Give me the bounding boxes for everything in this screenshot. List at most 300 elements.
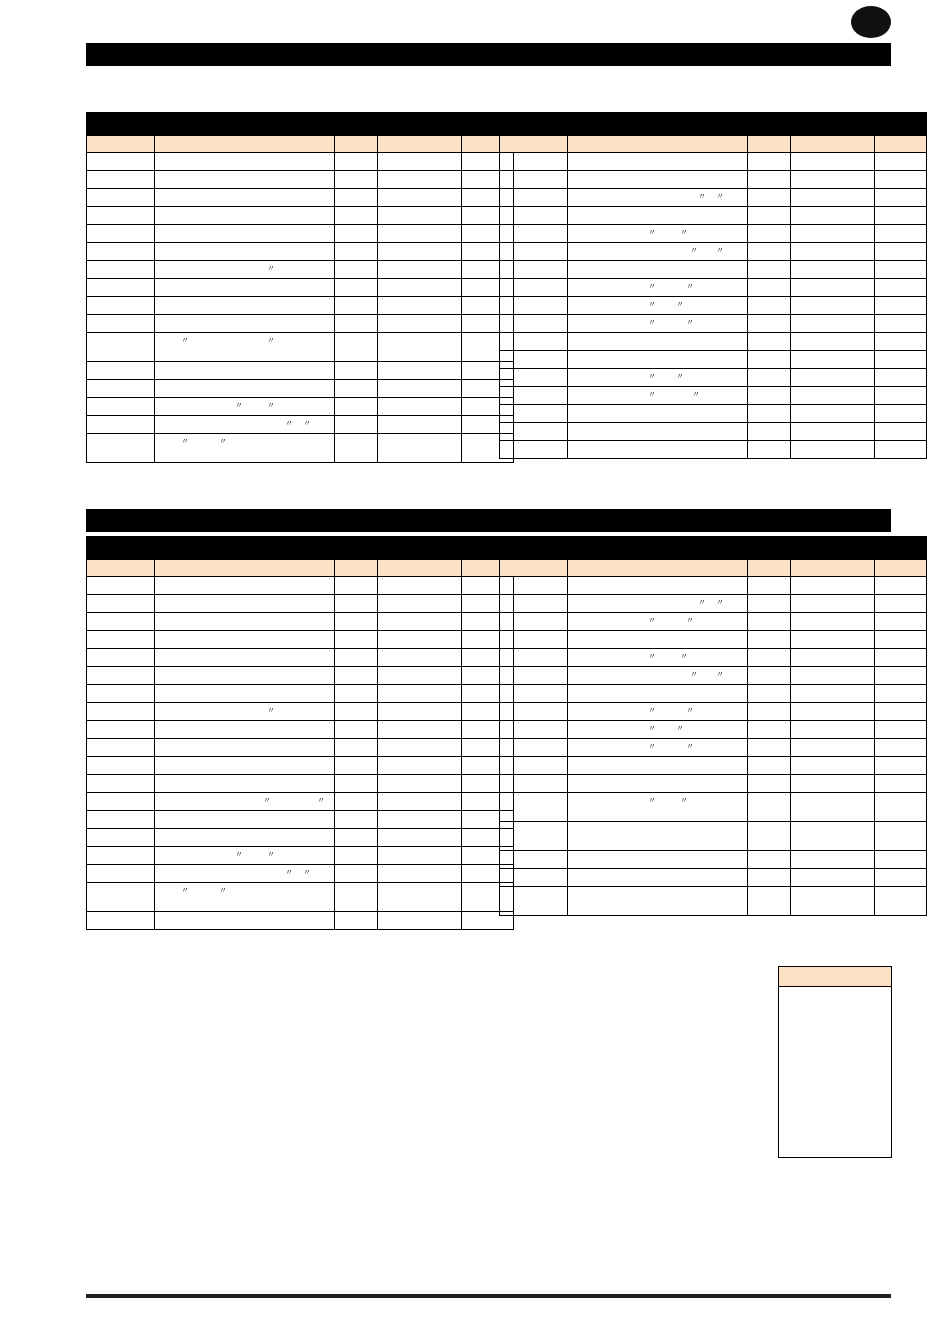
table-row [87, 793, 514, 811]
ditto-mark: 〃 [686, 318, 694, 327]
qty-cell [335, 775, 378, 793]
part-no-cell [378, 667, 462, 685]
table-row [500, 225, 927, 243]
description-cell [568, 333, 748, 351]
description-cell [568, 207, 748, 225]
ditto-mark: 〃 [285, 419, 293, 428]
qty-cell [748, 333, 791, 351]
table-row [87, 207, 514, 225]
qty-cell [748, 822, 791, 851]
description-cell [568, 649, 748, 667]
code-cell [87, 136, 155, 153]
qty-cell [748, 113, 791, 136]
code-cell [87, 577, 155, 595]
qty-cell [748, 387, 791, 405]
note-cell [875, 869, 927, 887]
ditto-mark: 〃 [235, 850, 243, 859]
note-cell [875, 441, 927, 459]
code-cell [500, 595, 568, 613]
description-cell [568, 739, 748, 757]
ditto-mark: 〃 [317, 796, 325, 805]
note-cell [875, 667, 927, 685]
table-row [87, 775, 514, 793]
description-cell [568, 703, 748, 721]
code-cell [87, 793, 155, 811]
qty-cell [748, 739, 791, 757]
note-cell [875, 721, 927, 739]
ditto-mark: 〃 [716, 246, 724, 255]
qty-cell [748, 207, 791, 225]
code-cell [500, 631, 568, 649]
code-cell [500, 869, 568, 887]
qty-cell [335, 434, 378, 463]
ditto-mark: 〃 [676, 724, 684, 733]
part-no-cell [791, 297, 875, 315]
ditto-mark: 〃 [648, 742, 656, 751]
qty-cell [335, 537, 378, 560]
note-cell [875, 387, 927, 405]
part-no-cell [378, 113, 462, 136]
code-cell [87, 171, 155, 189]
code-cell [87, 537, 155, 560]
part-no-cell [378, 631, 462, 649]
description-cell [568, 369, 748, 387]
code-cell [500, 225, 568, 243]
table-row [500, 153, 927, 171]
part-no-cell [378, 189, 462, 207]
description-cell [568, 595, 748, 613]
code-cell [500, 387, 568, 405]
part-no-cell [378, 775, 462, 793]
part-no-cell [378, 261, 462, 279]
description-cell [155, 416, 335, 434]
note-cell [875, 887, 927, 916]
table-row [87, 189, 514, 207]
code-cell [87, 315, 155, 333]
qty-cell [748, 279, 791, 297]
table-row [500, 869, 927, 887]
part-no-cell [791, 261, 875, 279]
table-row [87, 171, 514, 189]
qty-cell [335, 667, 378, 685]
table-row [87, 811, 514, 829]
note-cell [875, 279, 927, 297]
part-no-cell [791, 351, 875, 369]
description-cell [568, 757, 748, 775]
qty-cell [335, 721, 378, 739]
ditto-mark: 〃 [686, 282, 694, 291]
table-row [87, 631, 514, 649]
ditto-mark: 〃 [219, 437, 227, 446]
description-cell [568, 537, 748, 560]
part-no-cell [378, 537, 462, 560]
code-cell [87, 416, 155, 434]
description-cell [568, 243, 748, 261]
code-cell [87, 613, 155, 631]
code-cell [87, 153, 155, 171]
qty-cell [748, 423, 791, 441]
code-cell [87, 883, 155, 912]
table-row [87, 279, 514, 297]
code-cell [87, 739, 155, 757]
part-no-cell [791, 369, 875, 387]
part-no-cell [791, 775, 875, 793]
code-cell [500, 189, 568, 207]
code-cell [87, 685, 155, 703]
code-cell [87, 297, 155, 315]
description-cell [155, 243, 335, 261]
code-cell [87, 775, 155, 793]
description-cell [568, 822, 748, 851]
part-no-cell [378, 811, 462, 829]
ditto-mark: 〃 [716, 598, 724, 607]
description-cell [155, 333, 335, 362]
code-cell [87, 847, 155, 865]
part-no-cell [378, 829, 462, 847]
ditto-mark: 〃 [690, 246, 698, 255]
part-no-cell [791, 649, 875, 667]
description-cell [155, 225, 335, 243]
part-no-cell [378, 362, 462, 380]
part-no-cell [378, 883, 462, 912]
code-cell [87, 595, 155, 613]
description-cell [568, 667, 748, 685]
part-no-cell [378, 398, 462, 416]
description-cell [568, 315, 748, 333]
description-cell [155, 398, 335, 416]
table-row [87, 649, 514, 667]
code-cell [500, 351, 568, 369]
description-cell [568, 441, 748, 459]
qty-cell [335, 243, 378, 261]
description-cell [155, 560, 335, 577]
note-cell [875, 153, 927, 171]
qty-cell [335, 631, 378, 649]
description-cell [155, 261, 335, 279]
description-cell [155, 703, 335, 721]
description-cell [155, 136, 335, 153]
part-no-cell [378, 333, 462, 362]
table-row [500, 595, 927, 613]
note-cell [875, 333, 927, 351]
description-cell [155, 775, 335, 793]
part-no-cell [791, 207, 875, 225]
part-no-cell [378, 153, 462, 171]
table-row [500, 261, 927, 279]
qty-cell [335, 416, 378, 434]
ditto-mark: 〃 [648, 724, 656, 733]
part-no-cell [791, 757, 875, 775]
ditto-mark: 〃 [698, 192, 706, 201]
table-row [500, 775, 927, 793]
part-no-cell [791, 685, 875, 703]
ditto-mark: 〃 [716, 192, 724, 201]
description-cell [155, 537, 335, 560]
qty-cell [748, 577, 791, 595]
table-row [500, 315, 927, 333]
code-cell [500, 757, 568, 775]
note-cell [875, 685, 927, 703]
table-row [500, 822, 927, 851]
code-cell [500, 441, 568, 459]
qty-cell [748, 441, 791, 459]
code-cell [87, 667, 155, 685]
qty-cell [335, 883, 378, 912]
note-cell [875, 207, 927, 225]
code-cell [87, 398, 155, 416]
ditto-mark: 〃 [267, 850, 275, 859]
table-row [500, 739, 927, 757]
description-cell [568, 560, 748, 577]
qty-cell [335, 261, 378, 279]
table-row [500, 887, 927, 916]
qty-cell [748, 703, 791, 721]
table-row [87, 685, 514, 703]
description-cell [568, 793, 748, 822]
note-cell [875, 822, 927, 851]
code-cell [500, 153, 568, 171]
part-no-cell [378, 434, 462, 463]
description-cell [155, 793, 335, 811]
qty-cell [335, 739, 378, 757]
code-cell [500, 369, 568, 387]
table-row [500, 351, 927, 369]
part-no-cell [378, 847, 462, 865]
code-cell [500, 721, 568, 739]
qty-cell [748, 851, 791, 869]
note-cell [875, 537, 927, 560]
qty-cell [748, 297, 791, 315]
description-cell [155, 912, 335, 930]
page-badge [851, 6, 891, 38]
table-row [500, 405, 927, 423]
note-cell [875, 136, 927, 153]
part-no-cell [791, 113, 875, 136]
ditto-mark: 〃 [267, 706, 275, 715]
description-cell [568, 887, 748, 916]
code-cell [87, 225, 155, 243]
code-cell [500, 577, 568, 595]
description-cell [568, 613, 748, 631]
table-row [500, 667, 927, 685]
note-cell [875, 703, 927, 721]
description-cell [155, 153, 335, 171]
parts-table-top-left [86, 112, 514, 463]
code-cell [500, 171, 568, 189]
note-cell [875, 649, 927, 667]
legend-header [779, 967, 891, 987]
description-cell [568, 851, 748, 869]
code-cell [87, 703, 155, 721]
table-row [87, 595, 514, 613]
table-row [87, 739, 514, 757]
part-no-cell [378, 560, 462, 577]
note-cell [875, 351, 927, 369]
part-no-cell [378, 703, 462, 721]
description-cell [568, 153, 748, 171]
ditto-mark: 〃 [716, 670, 724, 679]
ditto-mark: 〃 [181, 886, 189, 895]
part-no-cell [378, 685, 462, 703]
qty-cell [335, 113, 378, 136]
code-cell [500, 423, 568, 441]
code-cell [87, 631, 155, 649]
qty-cell [748, 649, 791, 667]
description-cell [155, 811, 335, 829]
part-no-cell [791, 822, 875, 851]
note-cell [875, 243, 927, 261]
part-no-cell [791, 441, 875, 459]
description-cell [568, 631, 748, 649]
ditto-mark: 〃 [680, 228, 688, 237]
qty-cell [748, 315, 791, 333]
part-no-cell [378, 136, 462, 153]
code-cell [500, 613, 568, 631]
table-row [500, 189, 927, 207]
part-no-cell [378, 225, 462, 243]
qty-cell [748, 369, 791, 387]
part-no-cell [378, 297, 462, 315]
code-cell [87, 811, 155, 829]
qty-cell [335, 153, 378, 171]
code-cell [500, 887, 568, 916]
code-cell [87, 207, 155, 225]
table-row [87, 667, 514, 685]
table-header-row [500, 113, 927, 136]
qty-cell [748, 613, 791, 631]
table-row [87, 577, 514, 595]
ditto-mark: 〃 [267, 401, 275, 410]
ditto-mark: 〃 [263, 796, 271, 805]
qty-cell [335, 333, 378, 362]
part-no-cell [791, 887, 875, 916]
table-row [500, 613, 927, 631]
code-cell [500, 243, 568, 261]
qty-cell [335, 793, 378, 811]
ditto-mark: 〃 [648, 796, 656, 805]
qty-cell [748, 667, 791, 685]
qty-cell [748, 153, 791, 171]
code-cell [500, 739, 568, 757]
table-row [500, 685, 927, 703]
code-cell [500, 649, 568, 667]
table-row [500, 243, 927, 261]
ditto-mark: 〃 [648, 390, 656, 399]
ditto-mark: 〃 [648, 372, 656, 381]
note-cell [875, 297, 927, 315]
code-cell [500, 685, 568, 703]
code-cell [500, 851, 568, 869]
description-cell [155, 829, 335, 847]
part-no-cell [791, 595, 875, 613]
part-no-cell [791, 243, 875, 261]
table-row [87, 883, 514, 912]
description-cell [568, 171, 748, 189]
ditto-mark: 〃 [686, 706, 694, 715]
ditto-mark: 〃 [692, 390, 700, 399]
qty-cell [748, 351, 791, 369]
part-no-cell [378, 577, 462, 595]
part-no-cell [791, 869, 875, 887]
qty-cell [748, 595, 791, 613]
part-no-cell [791, 793, 875, 822]
part-no-cell [791, 387, 875, 405]
code-cell [87, 189, 155, 207]
part-no-cell [791, 631, 875, 649]
table-row [87, 912, 514, 930]
table-row [500, 423, 927, 441]
code-cell [500, 315, 568, 333]
qty-cell [335, 136, 378, 153]
part-no-cell [791, 405, 875, 423]
table-row [87, 297, 514, 315]
qty-cell [748, 189, 791, 207]
qty-cell [335, 865, 378, 883]
ditto-mark: 〃 [181, 336, 189, 345]
description-cell [568, 261, 748, 279]
table-row [87, 315, 514, 333]
description-cell [155, 207, 335, 225]
part-no-cell [791, 315, 875, 333]
code-cell [87, 380, 155, 398]
code-cell [500, 136, 568, 153]
table-row [87, 225, 514, 243]
qty-cell [748, 721, 791, 739]
qty-cell [748, 560, 791, 577]
qty-cell [748, 243, 791, 261]
qty-cell [335, 685, 378, 703]
qty-cell [748, 537, 791, 560]
qty-cell [748, 225, 791, 243]
code-cell [87, 362, 155, 380]
parts-table-top-right [499, 112, 927, 459]
ditto-mark: 〃 [267, 264, 275, 273]
ditto-mark: 〃 [648, 616, 656, 625]
qty-cell [748, 171, 791, 189]
qty-cell [335, 225, 378, 243]
description-cell [155, 847, 335, 865]
part-no-cell [378, 595, 462, 613]
note-cell [875, 560, 927, 577]
part-no-cell [791, 613, 875, 631]
code-cell [500, 333, 568, 351]
table-row [87, 153, 514, 171]
qty-cell [748, 685, 791, 703]
code-cell [500, 667, 568, 685]
ditto-mark: 〃 [235, 401, 243, 410]
qty-cell [335, 829, 378, 847]
description-cell [155, 721, 335, 739]
table-subheader-row [87, 560, 514, 577]
description-cell [568, 685, 748, 703]
part-no-cell [378, 649, 462, 667]
description-cell [568, 869, 748, 887]
qty-cell [335, 315, 378, 333]
ditto-mark: 〃 [267, 336, 275, 345]
description-cell [568, 721, 748, 739]
code-cell [500, 703, 568, 721]
code-cell [87, 865, 155, 883]
table-row [87, 703, 514, 721]
qty-cell [335, 757, 378, 775]
code-cell [500, 113, 568, 136]
table-row [500, 297, 927, 315]
part-no-cell [378, 171, 462, 189]
qty-cell [335, 649, 378, 667]
part-no-cell [791, 667, 875, 685]
table-row [87, 757, 514, 775]
note-cell [875, 595, 927, 613]
